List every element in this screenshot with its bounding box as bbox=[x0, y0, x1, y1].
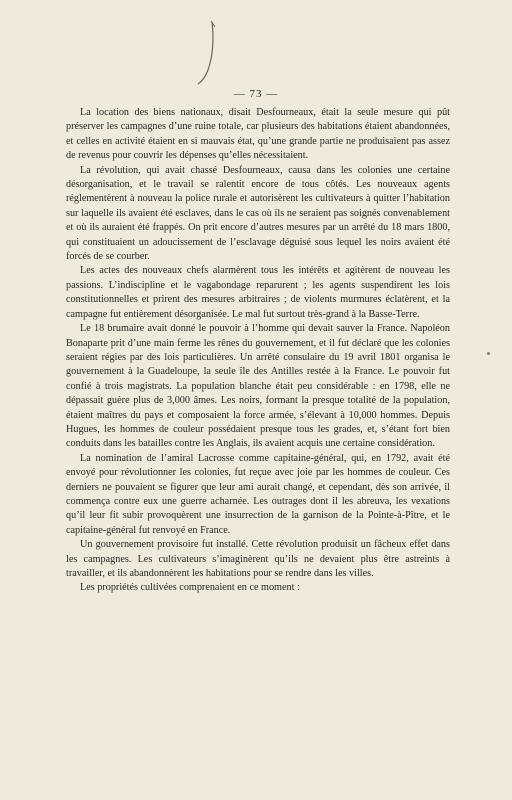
pencil-mark bbox=[192, 18, 222, 88]
body-text bbox=[66, 106, 450, 596]
paragraph: Un gouvernement provisoire fut installé. Cette révolution produisit un fâcheux effet dans les campagnes. Les cultivateurs s’imaginèrent qu’ils ne devaient plus être astreints à travailler, et ils abandonnèrent les habitations pour se rendre dans les villes. bbox=[66, 539, 450, 579]
paragraph: Le 18 brumaire avait donné le pouvoir à l’homme qui devait sauver la France. Napoléon Bonaparte prit d’une main ferme les rênes du gouvernement, et il fut déclaré que les colonies seraient régies par des lois particulières. Un arrêté consulaire du 19 avril 1801 organisa le gouvernement à la Guadeloupe, la seule île des Antilles restée à la France. Le pouvoir fut confié à trois magistrats. La population blanche était peu considérable : en 1798, elle ne dépassait guère plus de 3,000 âmes. Les noirs, formant la presque totalité de la population, étaient maîtres du pays et composaient la force armée, s’élevant à 10,000 hommes. Depuis Hugues, les hommes de couleur possédaient presque tous les grades, et, s’étant fort bien conduits dans les batailles contre les Anglais, ils avaient acquis une certaine considération. bbox=[66, 323, 450, 450]
page-number: — 73 — bbox=[233, 88, 279, 100]
paragraph: La révolution, qui avait chassé Desfourneaux, causa dans les colonies une certaine désorganisation, et le travail se ralentit encore de tous côtés. Les nouveaux agents réglementèrent à nouveau la police rurale et autorisèrent les cultivateurs à quitter l’habitation sur laquelle ils avaient été esclaves, dans le cas où ils ne seraient pas soignés convenablement et où ils auraient été frappés. On prit encore d’autres mesures par un arrêté du 18 mars 1800, qui constituaient un adoucissement de l’esclavage déguisé sous lequel les noirs avaient été forcés de se courber. bbox=[66, 164, 450, 263]
paragraph: Les propriétés cultivées comprenaient en ce moment : bbox=[80, 582, 300, 594]
paragraph: Les actes des nouveaux chefs alarmèrent tous les intérêts et agitèrent de nouveau les passions. L’indiscipline et le vagabondage reparurent ; les agents suspendirent les lois constitutionnelles et prirent des mesures arbitraires ; de violents murmures éclatèrent, et la campagne fut entièrement désorganisée. Le mal fut surtout très-grand à la Basse-Terre. bbox=[66, 265, 450, 320]
paragraph: La location des biens nationaux, disait Desfourneaux, était la seule mesure qui pût préserver les campagnes d’une ruine totale, car plusieurs des habitations étaient abandonnées, et celles en activité étaient en si mauvais état, qu’une grande partie ne produisaient pas assez de revenus pour couvrir les dépenses qu’elles nécessitaient. bbox=[66, 107, 450, 162]
paragraph: La nomination de l’amiral Lacrosse comme capitaine-général, qui, en 1792, avait été envoyé pour révolutionner les colonies, fut reçue avec joie par les hommes de couleur. Ces derniers ne pouvaient se figurer que leur ami aurait changé, et cependant, dès son arrivée, il commença contre eux une guerre acharnée. Les outrages dont il les abreuva, les vexations qu’il leur fit subir provoquèrent une insurrection de la garnison de la Pointe-à-Pître, et le capitaine-général fut renvoyé en France. bbox=[66, 452, 450, 536]
paper-speck bbox=[487, 352, 490, 355]
